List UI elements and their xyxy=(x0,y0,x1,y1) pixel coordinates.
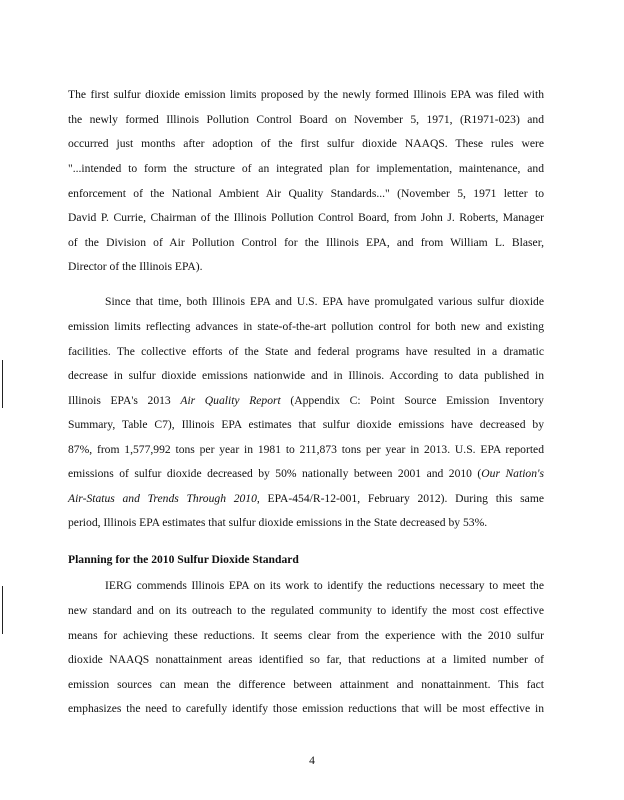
margin-mark xyxy=(2,586,3,634)
paragraph-2-line xyxy=(68,467,544,481)
text-run: (Appendix C: Point Source Emission Inventory xyxy=(280,394,544,407)
paragraph-2-line: emission limits reflecting advances in state-of-the-art pollution control for both new and existing xyxy=(68,320,544,333)
paragraph-2-line: decrease in sulfur dioxide emissions nationwide and in Illinois. According to data published in xyxy=(68,369,544,382)
paragraph-1-line: enforcement of the National Ambient Air Quality Standards..." (November 5, 1971 letter to xyxy=(68,187,544,200)
section-heading: Planning for the 2010 Sulfur Dioxide Standard xyxy=(68,553,299,566)
paragraph-1-line: the newly formed Illinois Pollution Control Board on November 5, 1971, (R1971-023) and xyxy=(68,113,544,126)
text-run: Illinois EPA's 2013 xyxy=(68,394,181,407)
paragraph-1-line: David P. Currie, Chairman of the Illinois Pollution Control Board, from John J. Roberts, Manager xyxy=(68,211,544,224)
report-title: Our Nation's xyxy=(481,467,544,480)
text-run: emissions of sulfur dioxide decreased by 50% nationally between 2001 and 2010 ( xyxy=(68,467,482,480)
paragraph-1-line: of the Division of Air Pollution Control for the Illinois EPA, and from William L. Blaser, xyxy=(68,236,544,249)
paragraph-3-line: means for achieving these reductions. It seems clear from the experience with the 2010 sulfur xyxy=(68,629,544,642)
paragraph-1-line: Director of the Illinois EPA). xyxy=(68,260,203,273)
paragraph-2-line xyxy=(68,394,544,408)
paragraph-2-line: 87%, from 1,577,992 tons per year in 1981 to 211,873 tons per year in 2013. U.S. EPA reported xyxy=(68,443,544,456)
paragraph-1-line: "...intended to form the structure of an integrated plan for implementation, maintenance, and xyxy=(68,162,544,175)
paragraph-3-line: emphasizes the need to carefully identify those emission reductions that will be most effective in xyxy=(68,702,544,715)
paragraph-1-line: occurred just months after adoption of the first sulfur dioxide NAAQS. These rules were xyxy=(68,137,544,150)
paragraph-2-line xyxy=(68,492,544,506)
paragraph-3-line: emission sources can mean the difference between attainment and nonattainment. This fact xyxy=(68,678,544,691)
paragraph-3-line: new standard and on its outreach to the regulated community to identify the most cost effective xyxy=(68,604,544,617)
paragraph-3-line: IERG commends Illinois EPA on its work to identify the reductions necessary to meet the xyxy=(105,579,544,592)
paragraph-2-line: Summary, Table C7), Illinois EPA estimates that sulfur dioxide emissions have decreased by xyxy=(68,418,544,431)
margin-mark xyxy=(2,360,3,408)
paragraph-3-line: dioxide NAAQS nonattainment areas identified so far, that reductions at a limited number of xyxy=(68,653,544,666)
paragraph-2-line: period, Illinois EPA estimates that sulfur dioxide emissions in the State decreased by 53%. xyxy=(68,516,488,529)
report-title: Air Quality Report xyxy=(180,394,281,407)
page-number: 4 xyxy=(309,754,315,767)
text-run: , EPA-454/R-12-001, February 2012). During this same xyxy=(256,492,544,505)
paragraph-2-line: Since that time, both Illinois EPA and U.S. EPA have promulgated various sulfur dioxide xyxy=(105,295,544,308)
report-title: Air-Status and Trends Through 2010 xyxy=(68,492,257,505)
paragraph-2-line: facilities. The collective efforts of the State and federal programs have resulted in a dramatic xyxy=(68,345,544,358)
paragraph-1-line: The first sulfur dioxide emission limits proposed by the newly formed Illinois EPA was filed with xyxy=(68,88,544,101)
